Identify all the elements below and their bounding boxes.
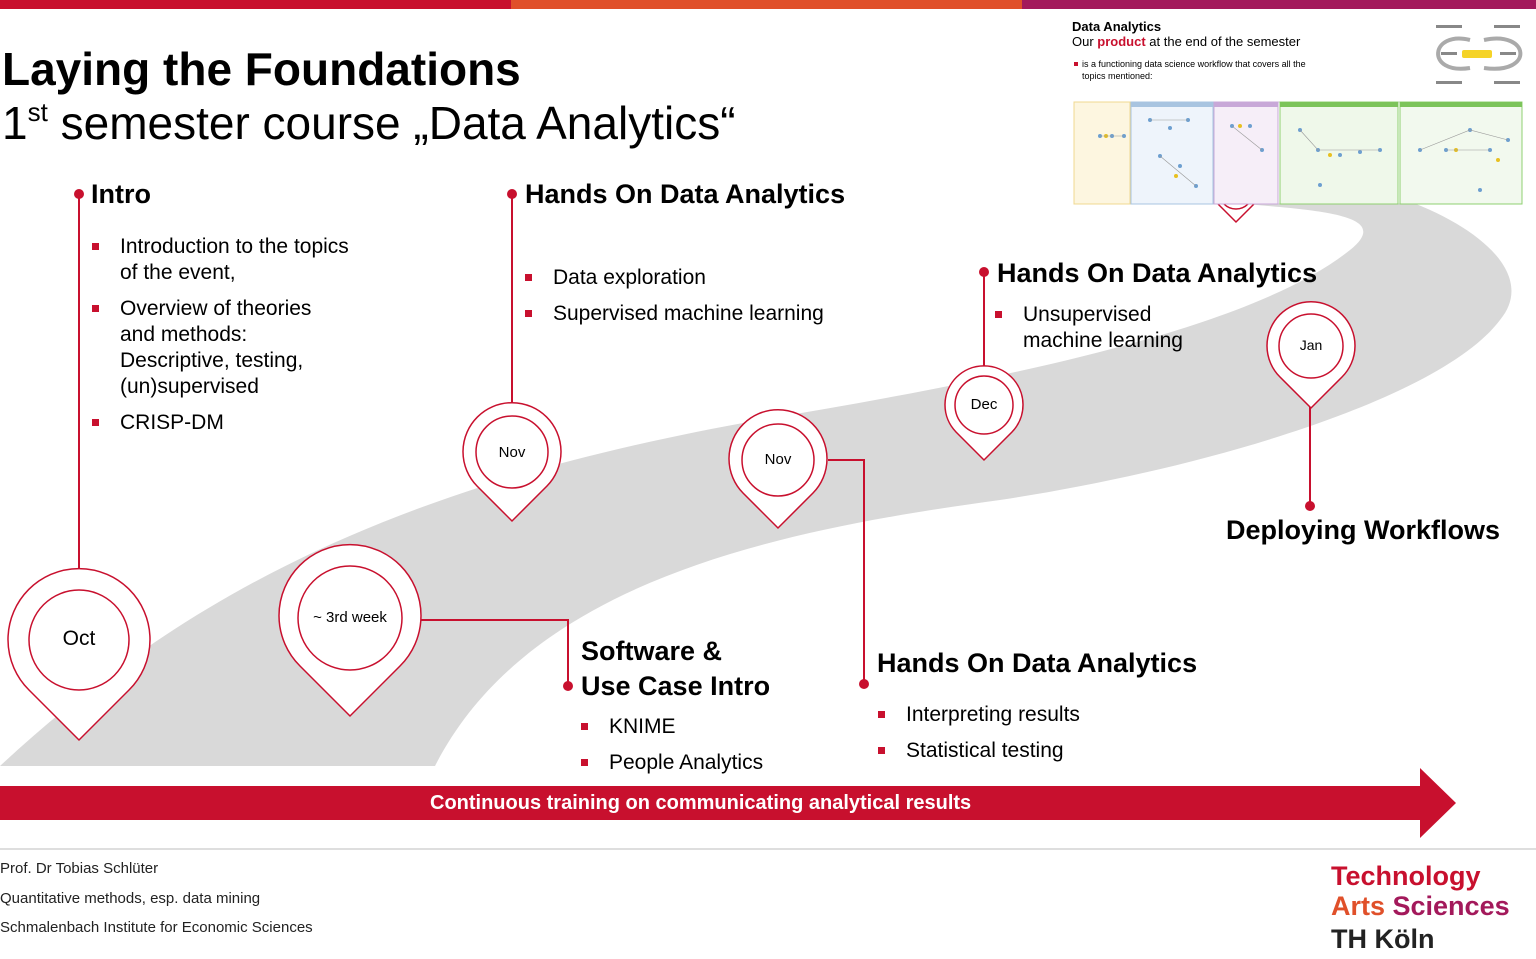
logo-technology: Technology <box>1331 861 1481 891</box>
subtitle-number: 1 <box>2 97 28 149</box>
list-item: Supervised machine learning <box>525 301 865 327</box>
milestone-hands-on-2-list <box>878 702 1138 774</box>
page-title: Laying the Foundations <box>2 43 521 95</box>
milestone-intro-title: Intro <box>91 179 151 209</box>
pin-label-oct: Oct <box>62 627 96 650</box>
milestone-intro-list <box>92 234 352 446</box>
dot-hands1 <box>507 189 517 199</box>
milestone-software-title-1: Software & <box>581 636 723 666</box>
inset-workflow-thumbnail <box>1074 102 1522 204</box>
list-item: Introduction to the topics of the event, <box>92 234 352 286</box>
dot-software <box>563 681 573 691</box>
milestone-hands-on-3-title: Hands On Data Analytics <box>997 258 1318 288</box>
list-item: Unsupervised machine learning <box>995 302 1195 354</box>
pin-label-3rd-week: ~ 3rd week <box>313 609 387 626</box>
list-item: CRISP-DM <box>92 410 352 436</box>
footer-area: Quantitative methods, esp. data mining <box>0 890 261 907</box>
pin-label-dec: Dec <box>970 396 998 413</box>
milestone-hands-on-2-title: Hands On Data Analytics <box>877 648 1198 678</box>
logo-sciences: Sciences <box>1385 891 1510 921</box>
list-item: Overview of theories and methods: Descriptive, testing, (un)supervised <box>92 296 352 400</box>
milestone-software-title-2: Use Case Intro <box>581 671 771 701</box>
inset-sub-prefix: Our <box>1072 34 1098 49</box>
dot-intro <box>74 189 84 199</box>
inset-subtitle <box>1072 34 1300 49</box>
inset-sub-highlight: product <box>1097 34 1146 49</box>
subtitle-rest: semester course „Data Analytics“ <box>47 97 736 149</box>
logo-arts: Arts <box>1331 891 1386 921</box>
dot-deploy <box>1305 501 1315 511</box>
milestone-hands-on-3-list <box>995 302 1195 364</box>
milestone-software-list <box>581 714 821 786</box>
logo-th-koeln: TH Köln <box>1331 924 1435 954</box>
inset-sub-rest: at the end of the semester <box>1145 34 1301 49</box>
inset-bullet: is a functioning data science workflow that covers all the topics mentioned: <box>1082 58 1312 82</box>
pin-label-nov-1: Nov <box>498 444 526 461</box>
pin-label-jan: Jan <box>1299 337 1323 353</box>
pin-label-nov-2: Nov <box>764 451 792 468</box>
subtitle-ordinal: st <box>27 97 48 127</box>
list-item: People Analytics <box>581 750 821 776</box>
inset-cycle-diagram <box>1436 25 1520 84</box>
footer-institute: Schmalenbach Institute for Economic Sciences <box>0 919 313 936</box>
list-item: Interpreting results <box>878 702 1138 728</box>
list-item: Data exploration <box>525 265 865 291</box>
milestone-hands-on-1-list <box>525 265 865 337</box>
dot-hands2 <box>859 679 869 689</box>
page-subtitle <box>2 96 736 150</box>
footer-name: Prof. Dr Tobias Schlüter <box>0 860 159 877</box>
inset-title: Data Analytics <box>1072 19 1162 34</box>
list-item: KNIME <box>581 714 821 740</box>
dot-hands3 <box>979 267 989 277</box>
banner-text: Continuous training on communicating analytical results <box>430 792 972 814</box>
milestone-deploy-title: Deploying Workflows <box>1226 515 1501 545</box>
logo-arts-sciences <box>1331 891 1510 922</box>
milestone-hands-on-1-title: Hands On Data Analytics <box>525 179 846 209</box>
list-item: Statistical testing <box>878 738 1138 764</box>
